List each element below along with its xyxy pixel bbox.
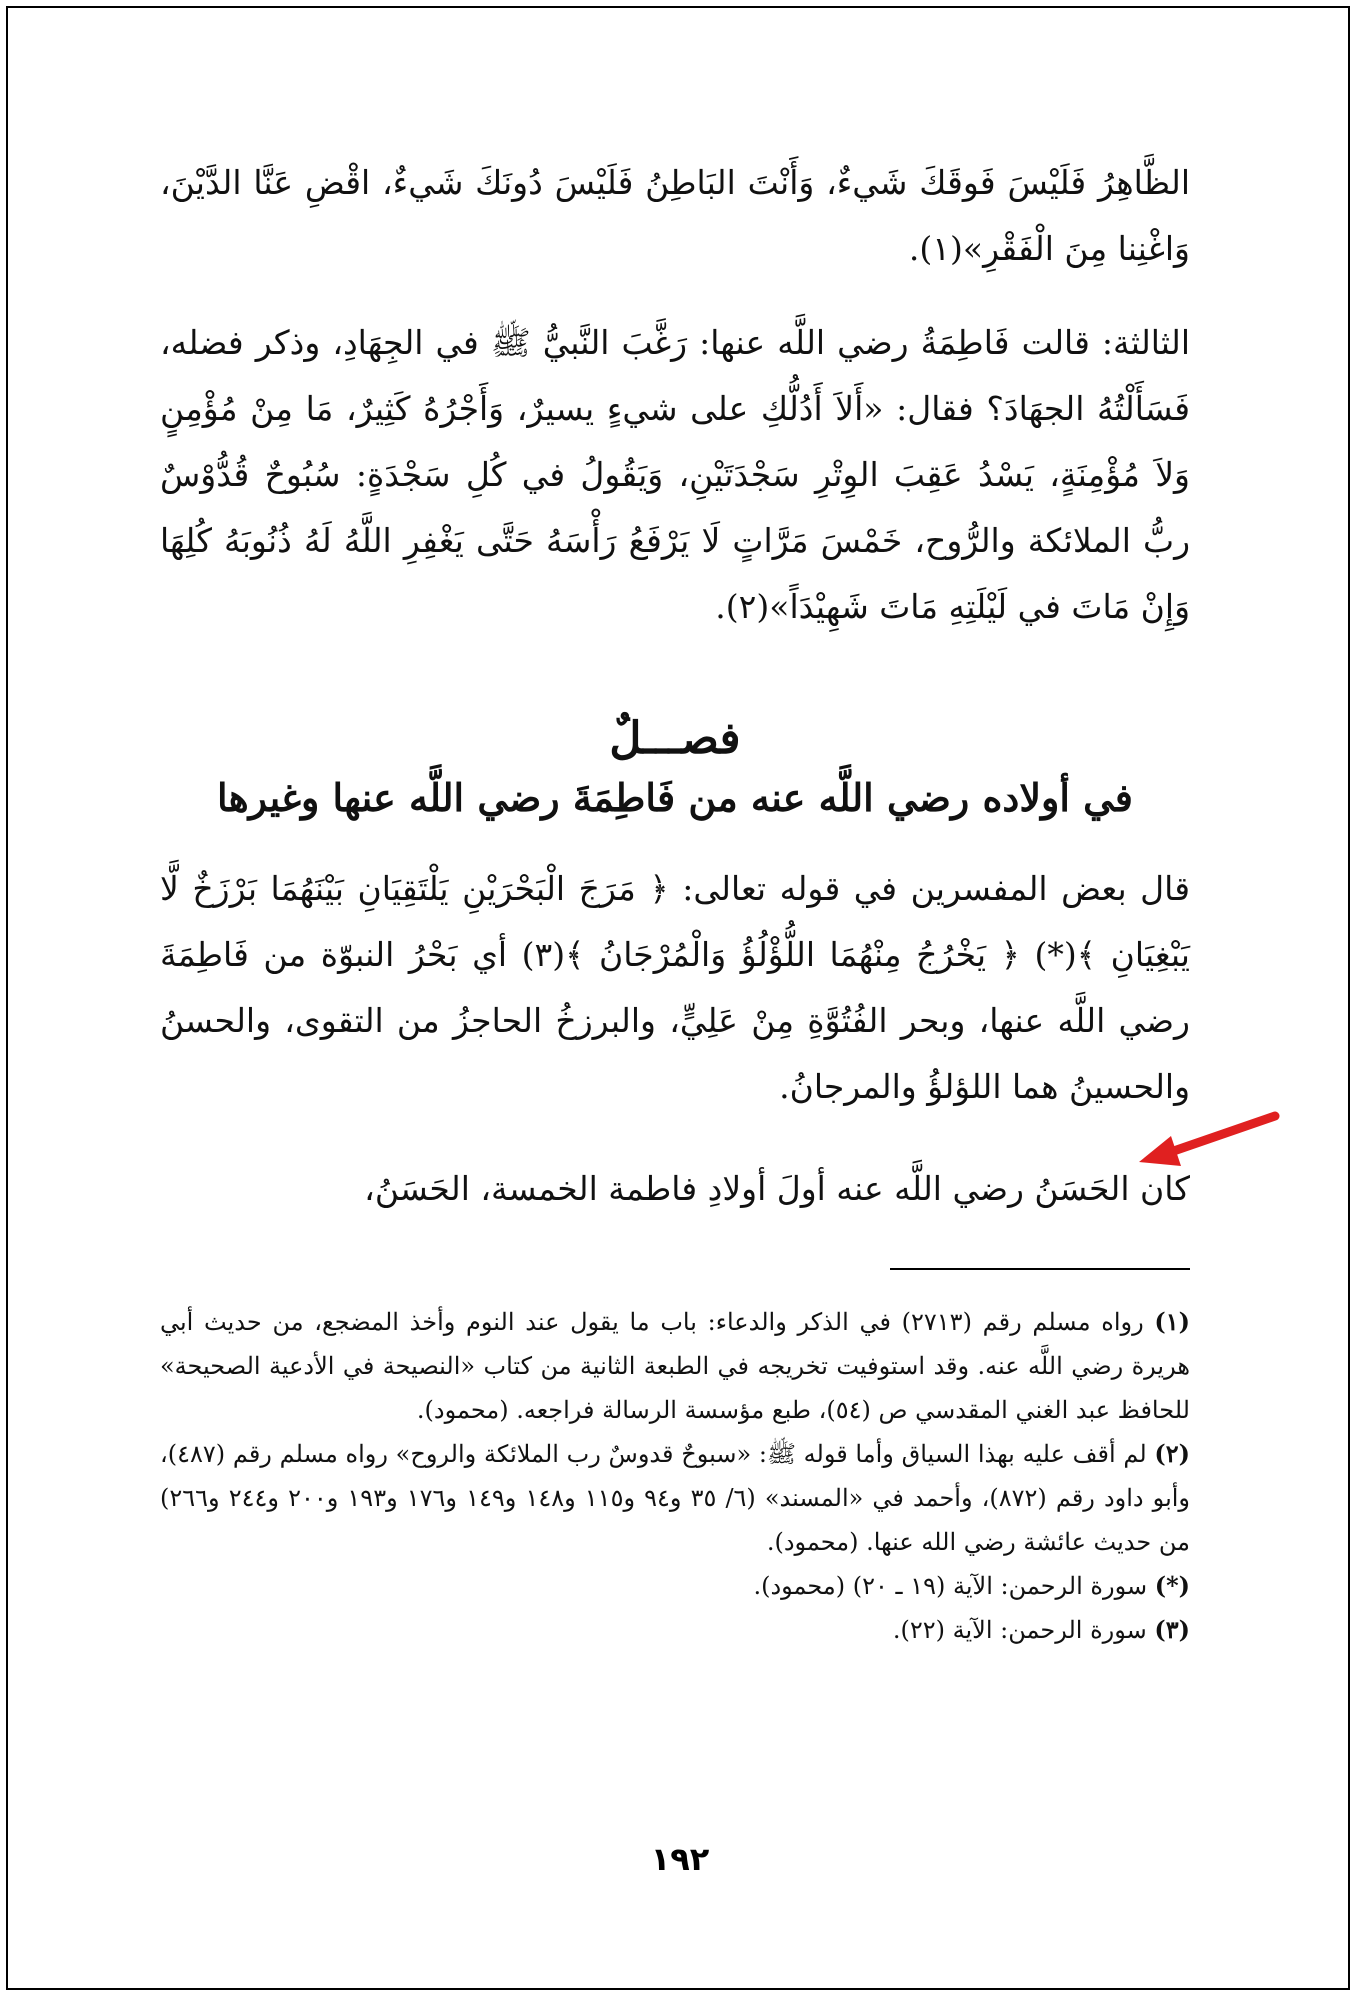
red-arrow-icon <box>1135 1108 1285 1168</box>
footnote-number: (١) <box>1154 1307 1191 1336</box>
page-number: ١٩٢ <box>650 1840 710 1878</box>
footnote <box>160 1300 1190 1432</box>
highlighted-line: كان الحَسَنُ رضي اللَّه عنه أولَ أولادِ فاطمة الخمسة، الحَسَنُ، <box>364 1169 1190 1208</box>
footnote-text: سورة الرحمن: الآية (١٩ ـ ٢٠) (محمود). <box>753 1572 1148 1600</box>
footnote-text: رواه مسلم رقم (٢٧١٣) في الذكر والدعاء: باب ما يقول عند النوم وأخذ المضجع، من حديث أبي هريرة رضي اللَّه عنه. وقد استوفيت تخريجه في الطبعة الثانية من كتاب «النصيحة في الأدعية الصحيحة» للحافظ عبد الغني المقدسي ص (٥٤)، طبع مؤسسة الرسالة فراجعه. (محمود). <box>160 1308 1190 1424</box>
footnote-separator <box>890 1268 1190 1270</box>
document-page <box>160 150 1190 1652</box>
top-paragraph: الظَّاهِرُ فَلَيْسَ فَوقَكَ شَيءٌ، وَأَنْتَ البَاطِنُ فَلَيْسَ دُونَكَ شَيءٌ، اقْضِ عَنَّا الدَّيْنَ، وَاغْنِنا مِنَ الْفَقْرِ»(١). <box>160 163 1190 268</box>
footnote-text: سورة الرحمن: الآية (٢٢). <box>892 1616 1147 1644</box>
section-subtitle: في أولاده رضي اللَّه عنه من فَاطِمَةَ رضي اللَّه عنها وغيرها <box>217 775 1133 820</box>
footnote <box>160 1432 1190 1564</box>
third-paragraph: الثالثة: قالت فَاطِمَةُ رضي اللَّه عنها: رَغَّبَ النَّبيُّ ﷺ في الجِهَادِ، وذكر فضله، فَسَأَلْتُهُ الجهَادَ؟ فقال: «أَلاَ أَدُلُّكِ على شيءٍ يسيرٌ، وَأَجْرُهُ كَثِيرٌ، مَا مِنْ مُؤْمِنٍ وَلاَ مُؤْمِنَةٍ، يَسْدُ عَقِبَ الوِتْرِ سَجْدَتَيْنِ، وَيَقُولُ في كُلِ سَجْدَةٍ: سُبُوحٌ قُدُّوْسٌ ربُّ الملائكة والرُّوح، خَمْسَ مَرَّاتٍ لَا يَرْفَعُ رَأْسَهُ حَتَّى يَغْفِرِ اللَّهُ لَهُ ذُنُوبَهُ كُلِهَا وَإِنْ مَاتَ في لَيْلَتِهِ مَاتَ شَهِيْدَاً»(٢). <box>160 323 1190 626</box>
footnote-number: (*) <box>1154 1571 1190 1600</box>
footnote-number: (٢) <box>1154 1439 1190 1468</box>
footnote-text: لم أقف عليه بهذا السياق وأما قوله ﷺ: «سبوحٌ قدوسٌ رب الملائكة والروح» رواه مسلم رقم (٤٨٧)، وأبو داود رقم (٨٧٢)، وأحمد في «المسند» (٦/ ٣٥ و٩٤ و١١٥ و١٤٨ و١٤٩ و١٧٦ و١٩٣ و٢٠٠ و٢٤٤ و٢٦٦) من حديث عائشة رضي الله عنها. (محمود). <box>160 1440 1191 1556</box>
footnotes <box>160 1300 1190 1652</box>
section-title: فصـــلٌ <box>609 713 741 764</box>
section-paragraph: قال بعض المفسرين في قوله تعالى: ﴿ مَرَجَ الْبَحْرَيْنِ يَلْتَقِيَانِ بَيْنَهُمَا بَرْزَخٌ لَّا يَبْغِيَانِ ﴾(*) ﴿ يَخْرُجُ مِنْهُمَا اللُّؤْلُؤُ وَالْمُرْجَانُ ﴾(٣) أي بَحْرُ النبوّة من فَاطِمَةَ رضي اللَّه عنها، وبحر الفُتُوَّةِ مِنْ عَلِيٍّ، والبرزخُ الحاجزُ من التقوى، والحسنُ والحسينُ هما اللؤلؤُ والمرجانُ. <box>160 869 1190 1106</box>
footnote <box>160 1564 1190 1608</box>
footnote-number: (٣) <box>1154 1615 1190 1644</box>
footnote <box>160 1608 1190 1652</box>
